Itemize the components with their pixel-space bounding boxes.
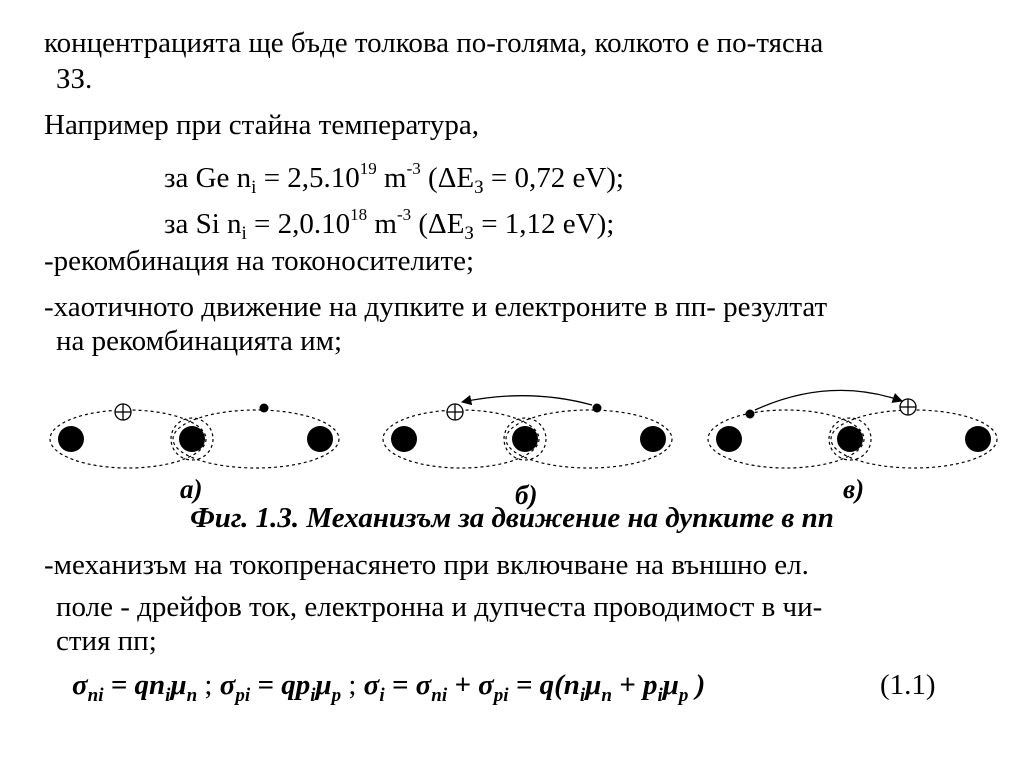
atom	[512, 426, 538, 452]
atom	[58, 426, 84, 452]
si-unit-exp: -3	[396, 205, 412, 224]
line-example: Например при стайна температура,	[44, 109, 479, 141]
line-recombination: -рекомбинация на токоносителите;	[44, 245, 475, 277]
si-sub-z: З	[464, 223, 474, 244]
atom	[391, 426, 417, 452]
electron	[746, 410, 755, 419]
ge-unit: m	[376, 162, 407, 194]
ge-unit-exp: -3	[406, 159, 421, 178]
ge-mid: = 2,5.10	[256, 162, 360, 194]
figure-label-a: а)	[180, 474, 203, 504]
line-drift: поле - дрейфов ток, електронна и дупчеста проводимост в чи-	[56, 591, 823, 623]
line-chaotic: -хаотичното движение на дупките и електроните в пп- резултат	[44, 291, 828, 323]
conductivity-formula: $\sigma_{ni} = qn_i\mu_n$ ; $\sigma_{pi} = qp_i\mu_p$ ; $\sigma_i = \sigma_{ni} + \sigma_{pi} = q(n_i\mu_n + p_i\mu_p$ )	[72, 669, 706, 706]
atom	[640, 426, 666, 452]
ge-sub-i: i	[251, 177, 257, 198]
si-mid: = 2,0.10	[246, 208, 351, 240]
si-close: = 1,12 eV);	[473, 208, 615, 240]
ge-close: = 0,72 eV);	[483, 162, 624, 194]
electron-jump-arrow	[755, 390, 902, 410]
atom	[307, 426, 333, 452]
ge-prefix: за Ge n	[164, 162, 252, 194]
line-chaotic-cont: на рекомбинацията им;	[56, 325, 343, 357]
hole-jump-arrow	[462, 396, 592, 405]
atom	[179, 426, 205, 452]
si-unit: m	[367, 208, 397, 240]
si-prefix: за Si n	[164, 208, 242, 240]
atom	[965, 426, 991, 452]
atom	[716, 426, 742, 452]
si-open: (ΔE	[411, 208, 465, 240]
electron	[593, 404, 602, 413]
electron	[260, 404, 269, 413]
figure-label-v: в)	[843, 474, 865, 504]
line-mechanism: -механизъм на токопренасянето при включване на външно ел.	[44, 549, 809, 581]
ge-exp: 19	[359, 159, 377, 178]
line-pure: стия пп;	[56, 625, 157, 657]
line-zz: ЗЗ.	[56, 63, 93, 95]
ge-open: (ΔE	[420, 162, 475, 194]
si-exp: 18	[350, 205, 368, 224]
si-sub-i: i	[241, 223, 247, 244]
ge-sub-z: З	[474, 177, 484, 198]
figure-label-b: б)	[515, 480, 538, 510]
atom	[837, 426, 863, 452]
equation-number: (1.1)	[880, 669, 936, 701]
line-concentration: концентрацията ще бъде толкова по-голяма, колкото е по-тясна	[44, 27, 824, 59]
figure-caption: Фиг. 1.3. Механизъм за движение на дупките в пп	[190, 502, 834, 534]
